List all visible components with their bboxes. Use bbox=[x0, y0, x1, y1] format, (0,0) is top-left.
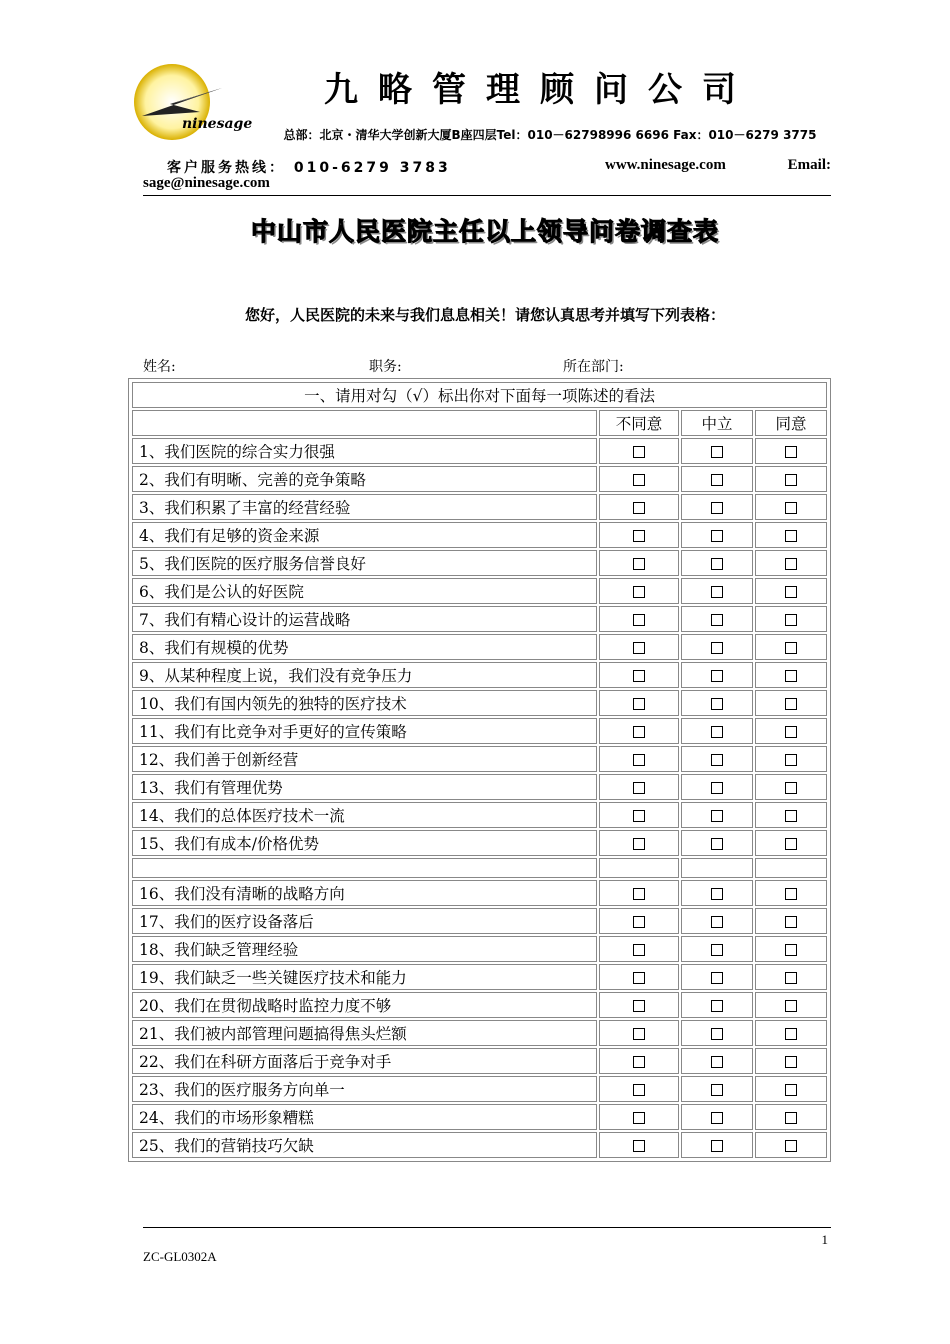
document-title: 中山市人民医院主任以上领导问卷调查表 bbox=[250, 217, 719, 246]
table-row bbox=[132, 1104, 827, 1130]
option-cell-neutral bbox=[681, 992, 753, 1018]
footer-divider bbox=[143, 1227, 831, 1228]
website-link[interactable]: www.ninesage.com bbox=[605, 157, 726, 173]
spacer-cell bbox=[132, 858, 597, 878]
option-cell-neutral bbox=[681, 830, 753, 856]
statement-text: 19、我们缺乏一些关键医疗技术和能力 bbox=[132, 964, 597, 990]
table-row bbox=[132, 718, 827, 744]
checkbox-agree[interactable] bbox=[785, 614, 797, 626]
checkbox-agree[interactable] bbox=[785, 1056, 797, 1068]
option-cell-disagree bbox=[599, 606, 679, 632]
checkbox-agree[interactable] bbox=[785, 1000, 797, 1012]
checkbox-disagree[interactable] bbox=[633, 642, 645, 654]
checkbox-disagree[interactable] bbox=[633, 446, 645, 458]
table-row bbox=[132, 774, 827, 800]
checkbox-neutral[interactable] bbox=[711, 530, 723, 542]
checkbox-agree[interactable] bbox=[785, 888, 797, 900]
option-cell-agree bbox=[755, 964, 827, 990]
checkbox-agree[interactable] bbox=[785, 1112, 797, 1124]
option-cell-agree bbox=[755, 802, 827, 828]
option-cell-agree bbox=[755, 466, 827, 492]
option-cell-agree bbox=[755, 522, 827, 548]
option-cell-disagree bbox=[599, 964, 679, 990]
option-cell-agree bbox=[755, 606, 827, 632]
checkbox-disagree[interactable] bbox=[633, 474, 645, 486]
checkbox-agree[interactable] bbox=[785, 754, 797, 766]
checkbox-agree[interactable] bbox=[785, 782, 797, 794]
option-cell-neutral bbox=[681, 880, 753, 906]
checkbox-neutral[interactable] bbox=[711, 782, 723, 794]
page-number: 1 bbox=[821, 1232, 828, 1247]
table-row bbox=[132, 578, 827, 604]
table-row bbox=[132, 746, 827, 772]
checkbox-neutral[interactable] bbox=[711, 558, 723, 570]
checkbox-neutral[interactable] bbox=[711, 698, 723, 710]
option-cell-disagree bbox=[599, 550, 679, 576]
header-divider bbox=[143, 195, 831, 196]
checkbox-neutral[interactable] bbox=[711, 446, 723, 458]
checkbox-agree[interactable] bbox=[785, 670, 797, 682]
option-cell-disagree bbox=[599, 992, 679, 1018]
checkbox-disagree[interactable] bbox=[633, 944, 645, 956]
table-row bbox=[132, 830, 827, 856]
option-cell-disagree bbox=[599, 438, 679, 464]
name-field[interactable]: 姓名: bbox=[143, 359, 176, 375]
email-label: Email: bbox=[787, 157, 831, 173]
statement-text: 3、我们积累了丰富的经营经验 bbox=[132, 494, 597, 520]
checkbox-disagree[interactable] bbox=[633, 838, 645, 850]
checkbox-disagree[interactable] bbox=[633, 1112, 645, 1124]
option-cell-neutral bbox=[681, 578, 753, 604]
statement-text: 17、我们的医疗设备落后 bbox=[132, 908, 597, 934]
checkbox-agree[interactable] bbox=[785, 1140, 797, 1152]
respondent-fields bbox=[143, 356, 833, 376]
statement-text: 24、我们的市场形象糟糕 bbox=[132, 1104, 597, 1130]
option-cell-agree bbox=[755, 1132, 827, 1158]
option-cell-neutral bbox=[681, 606, 753, 632]
checkbox-agree[interactable] bbox=[785, 1084, 797, 1096]
option-cell-disagree bbox=[599, 718, 679, 744]
option-cell-neutral bbox=[681, 1020, 753, 1046]
checkbox-neutral[interactable] bbox=[711, 838, 723, 850]
statement-text: 5、我们医院的医疗服务信誉良好 bbox=[132, 550, 597, 576]
option-cell-neutral bbox=[681, 1076, 753, 1102]
option-cell-agree bbox=[755, 718, 827, 744]
table-row bbox=[132, 690, 827, 716]
section-header-row bbox=[132, 382, 827, 408]
table-row bbox=[132, 992, 827, 1018]
hotline: 客户服务热线： 010-6279 3783 bbox=[167, 160, 451, 176]
statement-text: 7、我们有精心设计的运营战略 bbox=[132, 606, 597, 632]
option-cell-disagree bbox=[599, 830, 679, 856]
statement-text: 18、我们缺乏管理经验 bbox=[132, 936, 597, 962]
checkbox-agree[interactable] bbox=[785, 530, 797, 542]
survey-table bbox=[128, 378, 831, 1162]
table-row bbox=[132, 1020, 827, 1046]
option-cell-agree bbox=[755, 494, 827, 520]
option-cell-agree bbox=[755, 992, 827, 1018]
option-cell-disagree bbox=[599, 578, 679, 604]
option-cell-agree bbox=[755, 634, 827, 660]
checkbox-agree[interactable] bbox=[785, 558, 797, 570]
table-row bbox=[132, 908, 827, 934]
spacer-cell bbox=[755, 858, 827, 878]
column-disagree: 不同意 bbox=[599, 410, 679, 436]
option-cell-neutral bbox=[681, 494, 753, 520]
spacer-cell bbox=[599, 858, 679, 878]
checkbox-disagree[interactable] bbox=[633, 1084, 645, 1096]
option-cell-neutral bbox=[681, 550, 753, 576]
checkbox-neutral[interactable] bbox=[711, 944, 723, 956]
section-title: 一、请用对勾（√）标出你对下面每一项陈述的看法 bbox=[132, 382, 827, 408]
statement-text: 25、我们的营销技巧欠缺 bbox=[132, 1132, 597, 1158]
option-cell-agree bbox=[755, 438, 827, 464]
option-cell-disagree bbox=[599, 1048, 679, 1074]
option-cell-disagree bbox=[599, 1076, 679, 1102]
checkbox-neutral[interactable] bbox=[711, 1000, 723, 1012]
option-cell-disagree bbox=[599, 774, 679, 800]
table-row bbox=[132, 550, 827, 576]
table-row bbox=[132, 880, 827, 906]
checkbox-neutral[interactable] bbox=[711, 754, 723, 766]
checkbox-disagree[interactable] bbox=[633, 1000, 645, 1012]
checkbox-agree[interactable] bbox=[785, 944, 797, 956]
table-row bbox=[132, 522, 827, 548]
headquarters-address: 总部：北京・清华大学创新大厦B座四层Tel：010－62798996 6696 Fax：010－6279 3775 bbox=[283, 128, 817, 142]
checkbox-agree[interactable] bbox=[785, 916, 797, 928]
table-row bbox=[132, 964, 827, 990]
option-cell-agree bbox=[755, 578, 827, 604]
option-cell-agree bbox=[755, 774, 827, 800]
checkbox-agree[interactable] bbox=[785, 586, 797, 598]
checkbox-neutral[interactable] bbox=[711, 474, 723, 486]
statement-text: 9、从某种程度上说，我们没有竞争压力 bbox=[132, 662, 597, 688]
statement-text: 2、我们有明晰、完善的竞争策略 bbox=[132, 466, 597, 492]
logo-wordmark: ninesage bbox=[182, 116, 253, 132]
option-cell-disagree bbox=[599, 880, 679, 906]
table-row bbox=[132, 466, 827, 492]
column-neutral: 中立 bbox=[681, 410, 753, 436]
option-cell-neutral bbox=[681, 634, 753, 660]
checkbox-disagree[interactable] bbox=[633, 1056, 645, 1068]
table-row bbox=[132, 936, 827, 962]
option-cell-agree bbox=[755, 830, 827, 856]
option-cell-agree bbox=[755, 550, 827, 576]
statement-text: 21、我们被内部管理问题搞得焦头烂额 bbox=[132, 1020, 597, 1046]
checkbox-disagree[interactable] bbox=[633, 782, 645, 794]
company-logo bbox=[130, 58, 270, 148]
checkbox-disagree[interactable] bbox=[633, 888, 645, 900]
statement-text: 6、我们是公认的好医院 bbox=[132, 578, 597, 604]
statement-text: 14、我们的总体医疗技术一流 bbox=[132, 802, 597, 828]
statement-text: 11、我们有比竞争对手更好的宣传策略 bbox=[132, 718, 597, 744]
option-cell-disagree bbox=[599, 634, 679, 660]
statement-text: 23、我们的医疗服务方向单一 bbox=[132, 1076, 597, 1102]
greeting-text: 您好，人民医院的未来与我们息息相关！请您认真思考并填写下列表格： bbox=[244, 306, 725, 324]
checkbox-agree[interactable] bbox=[785, 972, 797, 984]
statement-text: 8、我们有规模的优势 bbox=[132, 634, 597, 660]
statement-text: 12、我们善于创新经营 bbox=[132, 746, 597, 772]
option-cell-neutral bbox=[681, 690, 753, 716]
statement-text: 16、我们没有清晰的战略方向 bbox=[132, 880, 597, 906]
option-cell-disagree bbox=[599, 494, 679, 520]
checkbox-agree[interactable] bbox=[785, 642, 797, 654]
column-agree: 同意 bbox=[755, 410, 827, 436]
option-cell-neutral bbox=[681, 1048, 753, 1074]
option-cell-neutral bbox=[681, 466, 753, 492]
position-field[interactable]: 职务: bbox=[369, 359, 402, 375]
option-cell-neutral bbox=[681, 1132, 753, 1158]
table-row bbox=[132, 494, 827, 520]
statement-text: 4、我们有足够的资金来源 bbox=[132, 522, 597, 548]
table-row bbox=[132, 1048, 827, 1074]
email-address[interactable]: sage@ninesage.com bbox=[143, 175, 270, 191]
statement-text: 1、我们医院的综合实力很强 bbox=[132, 438, 597, 464]
checkbox-disagree[interactable] bbox=[633, 530, 645, 542]
checkbox-neutral[interactable] bbox=[711, 726, 723, 738]
column-header-row bbox=[132, 410, 827, 436]
table-row bbox=[132, 662, 827, 688]
option-cell-agree bbox=[755, 1020, 827, 1046]
checkbox-neutral[interactable] bbox=[711, 810, 723, 822]
option-cell-agree bbox=[755, 690, 827, 716]
checkbox-neutral[interactable] bbox=[711, 972, 723, 984]
checkbox-neutral[interactable] bbox=[711, 502, 723, 514]
table-row bbox=[132, 438, 827, 464]
column-header-blank bbox=[132, 410, 597, 436]
option-cell-disagree bbox=[599, 802, 679, 828]
option-cell-agree bbox=[755, 936, 827, 962]
checkbox-agree[interactable] bbox=[785, 474, 797, 486]
option-cell-disagree bbox=[599, 908, 679, 934]
option-cell-neutral bbox=[681, 746, 753, 772]
checkbox-neutral[interactable] bbox=[711, 1112, 723, 1124]
option-cell-neutral bbox=[681, 662, 753, 688]
checkbox-disagree[interactable] bbox=[633, 972, 645, 984]
option-cell-disagree bbox=[599, 466, 679, 492]
checkbox-disagree[interactable] bbox=[633, 614, 645, 626]
option-cell-disagree bbox=[599, 1104, 679, 1130]
option-cell-agree bbox=[755, 908, 827, 934]
option-cell-disagree bbox=[599, 522, 679, 548]
table-row bbox=[132, 1076, 827, 1102]
checkbox-disagree[interactable] bbox=[633, 698, 645, 710]
statement-text: 22、我们在科研方面落后于竞争对手 bbox=[132, 1048, 597, 1074]
option-cell-neutral bbox=[681, 718, 753, 744]
table-row bbox=[132, 606, 827, 632]
checkbox-agree[interactable] bbox=[785, 698, 797, 710]
document-code: ZC-GL0302A bbox=[143, 1249, 217, 1264]
checkbox-disagree[interactable] bbox=[633, 1028, 645, 1040]
statement-text: 13、我们有管理优势 bbox=[132, 774, 597, 800]
option-cell-disagree bbox=[599, 1132, 679, 1158]
option-cell-neutral bbox=[681, 908, 753, 934]
checkbox-agree[interactable] bbox=[785, 726, 797, 738]
option-cell-neutral bbox=[681, 802, 753, 828]
option-cell-agree bbox=[755, 1048, 827, 1074]
checkbox-neutral[interactable] bbox=[711, 916, 723, 928]
department-field[interactable]: 所在部门: bbox=[563, 359, 624, 375]
option-cell-agree bbox=[755, 1076, 827, 1102]
spacer-row bbox=[132, 858, 827, 878]
option-cell-neutral bbox=[681, 1104, 753, 1130]
checkbox-disagree[interactable] bbox=[633, 754, 645, 766]
checkbox-neutral[interactable] bbox=[711, 1028, 723, 1040]
checkbox-disagree[interactable] bbox=[633, 586, 645, 598]
option-cell-neutral bbox=[681, 774, 753, 800]
option-cell-neutral bbox=[681, 964, 753, 990]
statement-text: 15、我们有成本/价格优势 bbox=[132, 830, 597, 856]
checkbox-disagree[interactable] bbox=[633, 726, 645, 738]
table-row bbox=[132, 802, 827, 828]
checkbox-neutral[interactable] bbox=[711, 586, 723, 598]
checkbox-disagree[interactable] bbox=[633, 558, 645, 570]
checkbox-neutral[interactable] bbox=[711, 614, 723, 626]
option-cell-agree bbox=[755, 880, 827, 906]
spacer-cell bbox=[681, 858, 753, 878]
checkbox-neutral[interactable] bbox=[711, 1140, 723, 1152]
checkbox-agree[interactable] bbox=[785, 1028, 797, 1040]
checkbox-agree[interactable] bbox=[785, 810, 797, 822]
option-cell-agree bbox=[755, 746, 827, 772]
checkbox-agree[interactable] bbox=[785, 838, 797, 850]
option-cell-disagree bbox=[599, 936, 679, 962]
checkbox-disagree[interactable] bbox=[633, 502, 645, 514]
checkbox-disagree[interactable] bbox=[633, 1140, 645, 1152]
table-row bbox=[132, 1132, 827, 1158]
option-cell-disagree bbox=[599, 690, 679, 716]
checkbox-disagree[interactable] bbox=[633, 670, 645, 682]
option-cell-disagree bbox=[599, 662, 679, 688]
company-name: 九略管理顾问公司 bbox=[324, 70, 756, 110]
option-cell-agree bbox=[755, 662, 827, 688]
checkbox-agree[interactable] bbox=[785, 502, 797, 514]
checkbox-neutral[interactable] bbox=[711, 670, 723, 682]
statement-text: 20、我们在贯彻战略时监控力度不够 bbox=[132, 992, 597, 1018]
checkbox-neutral[interactable] bbox=[711, 642, 723, 654]
checkbox-neutral[interactable] bbox=[711, 1056, 723, 1068]
table-row bbox=[132, 634, 827, 660]
option-cell-neutral bbox=[681, 522, 753, 548]
checkbox-disagree[interactable] bbox=[633, 916, 645, 928]
checkbox-neutral[interactable] bbox=[711, 1084, 723, 1096]
checkbox-agree[interactable] bbox=[785, 446, 797, 458]
option-cell-disagree bbox=[599, 1020, 679, 1046]
option-cell-neutral bbox=[681, 438, 753, 464]
option-cell-neutral bbox=[681, 936, 753, 962]
checkbox-disagree[interactable] bbox=[633, 810, 645, 822]
option-cell-disagree bbox=[599, 746, 679, 772]
checkbox-neutral[interactable] bbox=[711, 888, 723, 900]
statement-text: 10、我们有国内领先的独特的医疗技术 bbox=[132, 690, 597, 716]
option-cell-agree bbox=[755, 1104, 827, 1130]
